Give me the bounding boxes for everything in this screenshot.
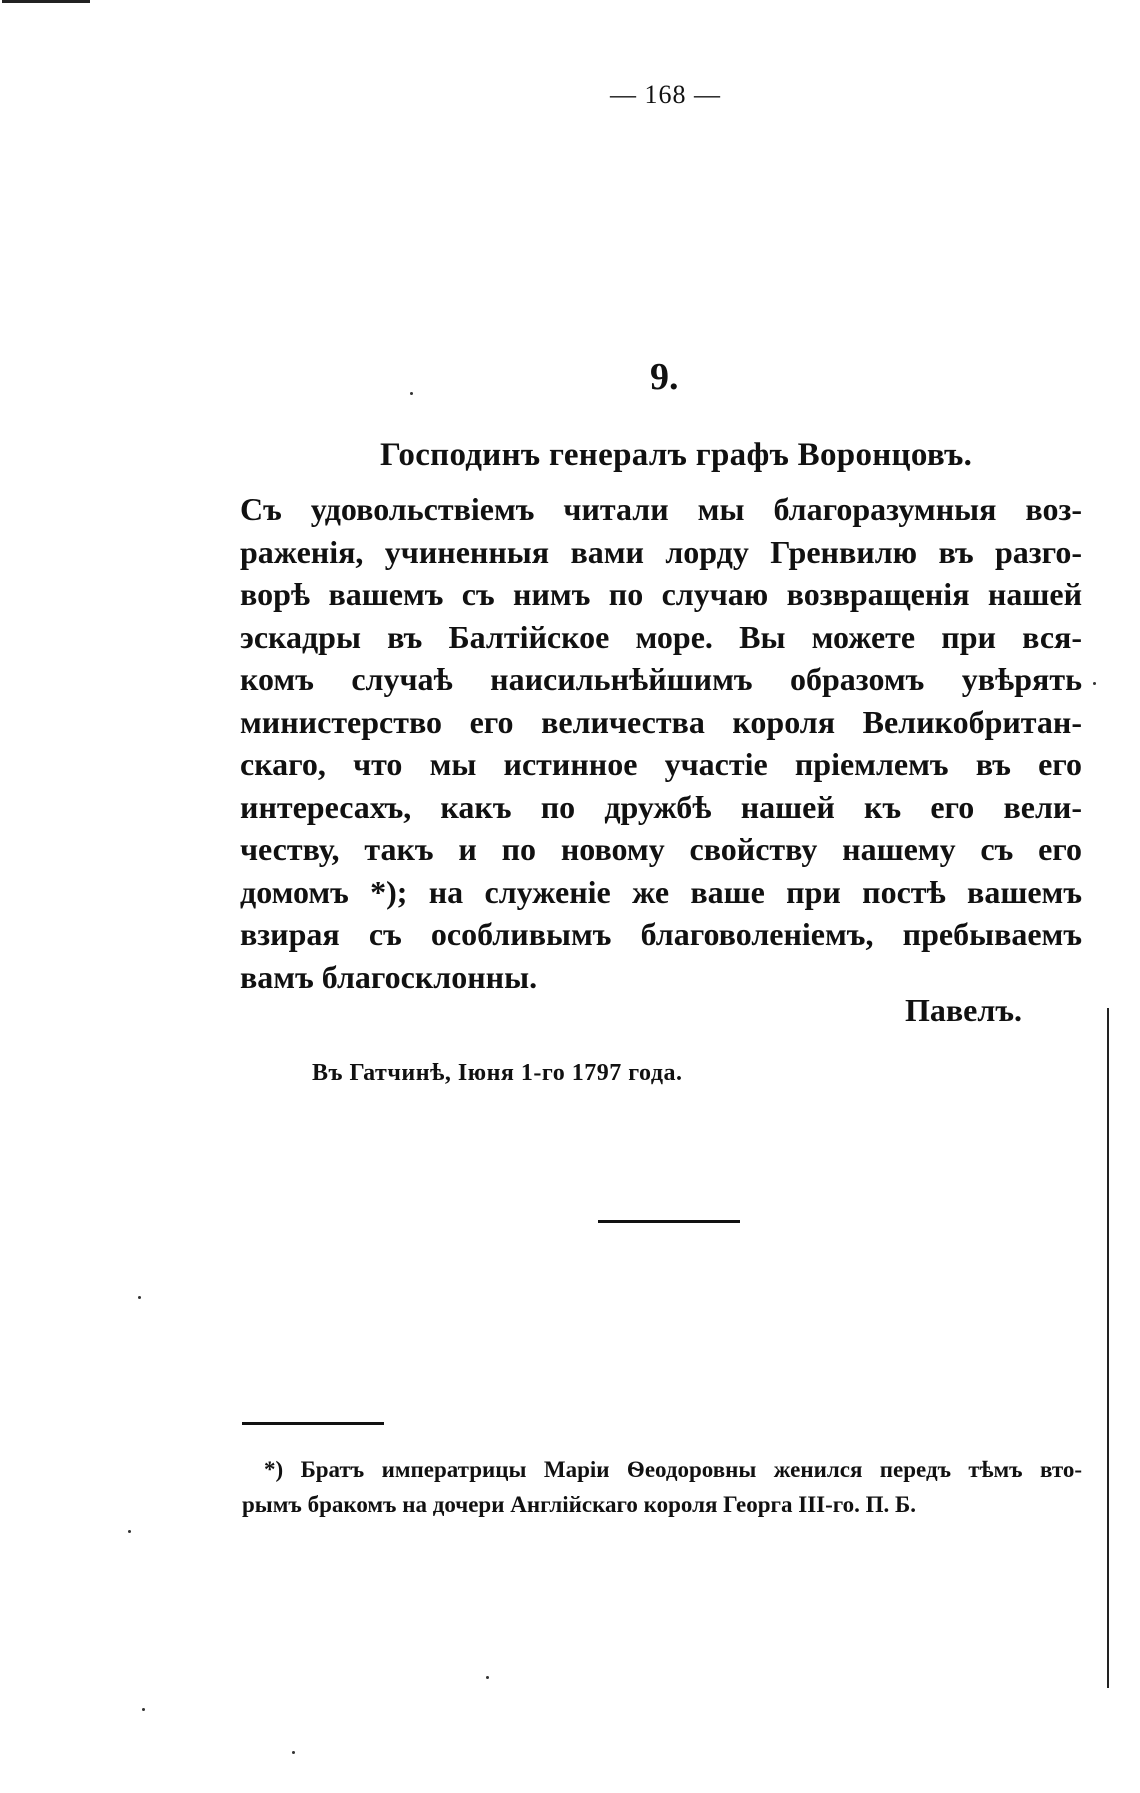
letter-body (240, 488, 1082, 998)
scan-speck (142, 1708, 145, 1711)
body-line: Съ удовольствіемъ читали мы благоразумныя воз- (240, 491, 1082, 527)
body-line: интересахъ, какъ по дружбѣ нашей къ его вели- (240, 788, 1082, 825)
dateline: Въ Гатчинѣ, Іюня 1-го 1797 года. (312, 1060, 683, 1086)
scan-speck (128, 1530, 131, 1533)
salutation: Господинъ генералъ графъ Воронцовъ. (380, 437, 973, 473)
footnote-line: рымъ бракомъ на дочери Англійскаго короля Георга III-го. П. Б. (242, 1492, 916, 1517)
scan-speck (1093, 682, 1096, 685)
scan-edge-mark (2, 0, 90, 7)
scan-speck (138, 1296, 141, 1299)
body-line: взирая съ особливымъ благоволеніемъ, пребываемъ (240, 916, 1082, 952)
body-line: раженія, учиненныя вами лорду Гренвилю въ разго- (240, 533, 1082, 570)
body-line: скаго, что мы истинное участіе пріемлемъ въ его (240, 746, 1082, 782)
signature: Павелъ. (905, 992, 1022, 1028)
footnote-line: *) Братъ императрицы Маріи Ѳеодоровны женился передъ тѣмъ вто- (264, 1457, 1082, 1482)
document-number: 9. (650, 356, 679, 398)
page-number: — 168 — (610, 80, 721, 109)
body-line: ворѣ вашемъ съ нимъ по случаю возвращенія нашей (240, 576, 1082, 612)
scan-speck (486, 1676, 489, 1679)
footnote-rule (242, 1422, 384, 1425)
body-line: министерство его величества короля Великобритан- (240, 703, 1082, 740)
body-line: домомъ *); на служеніе же ваше при постѣ вашемъ (240, 873, 1082, 910)
scan-speck (410, 392, 413, 395)
body-line: вамъ благосклонны. (240, 958, 538, 995)
body-line: честву, такъ и по новому свойству нашему съ его (240, 831, 1082, 867)
body-line: комъ случаѣ наисильнѣйшимъ образомъ увѣрять (240, 661, 1082, 697)
page-edge-line (1107, 1008, 1109, 1688)
body-line: эскадры въ Балтійское море. Вы можете при вся- (240, 618, 1082, 655)
footnote (242, 1452, 1082, 1522)
scan-speck (292, 1751, 295, 1754)
section-separator (598, 1220, 740, 1223)
